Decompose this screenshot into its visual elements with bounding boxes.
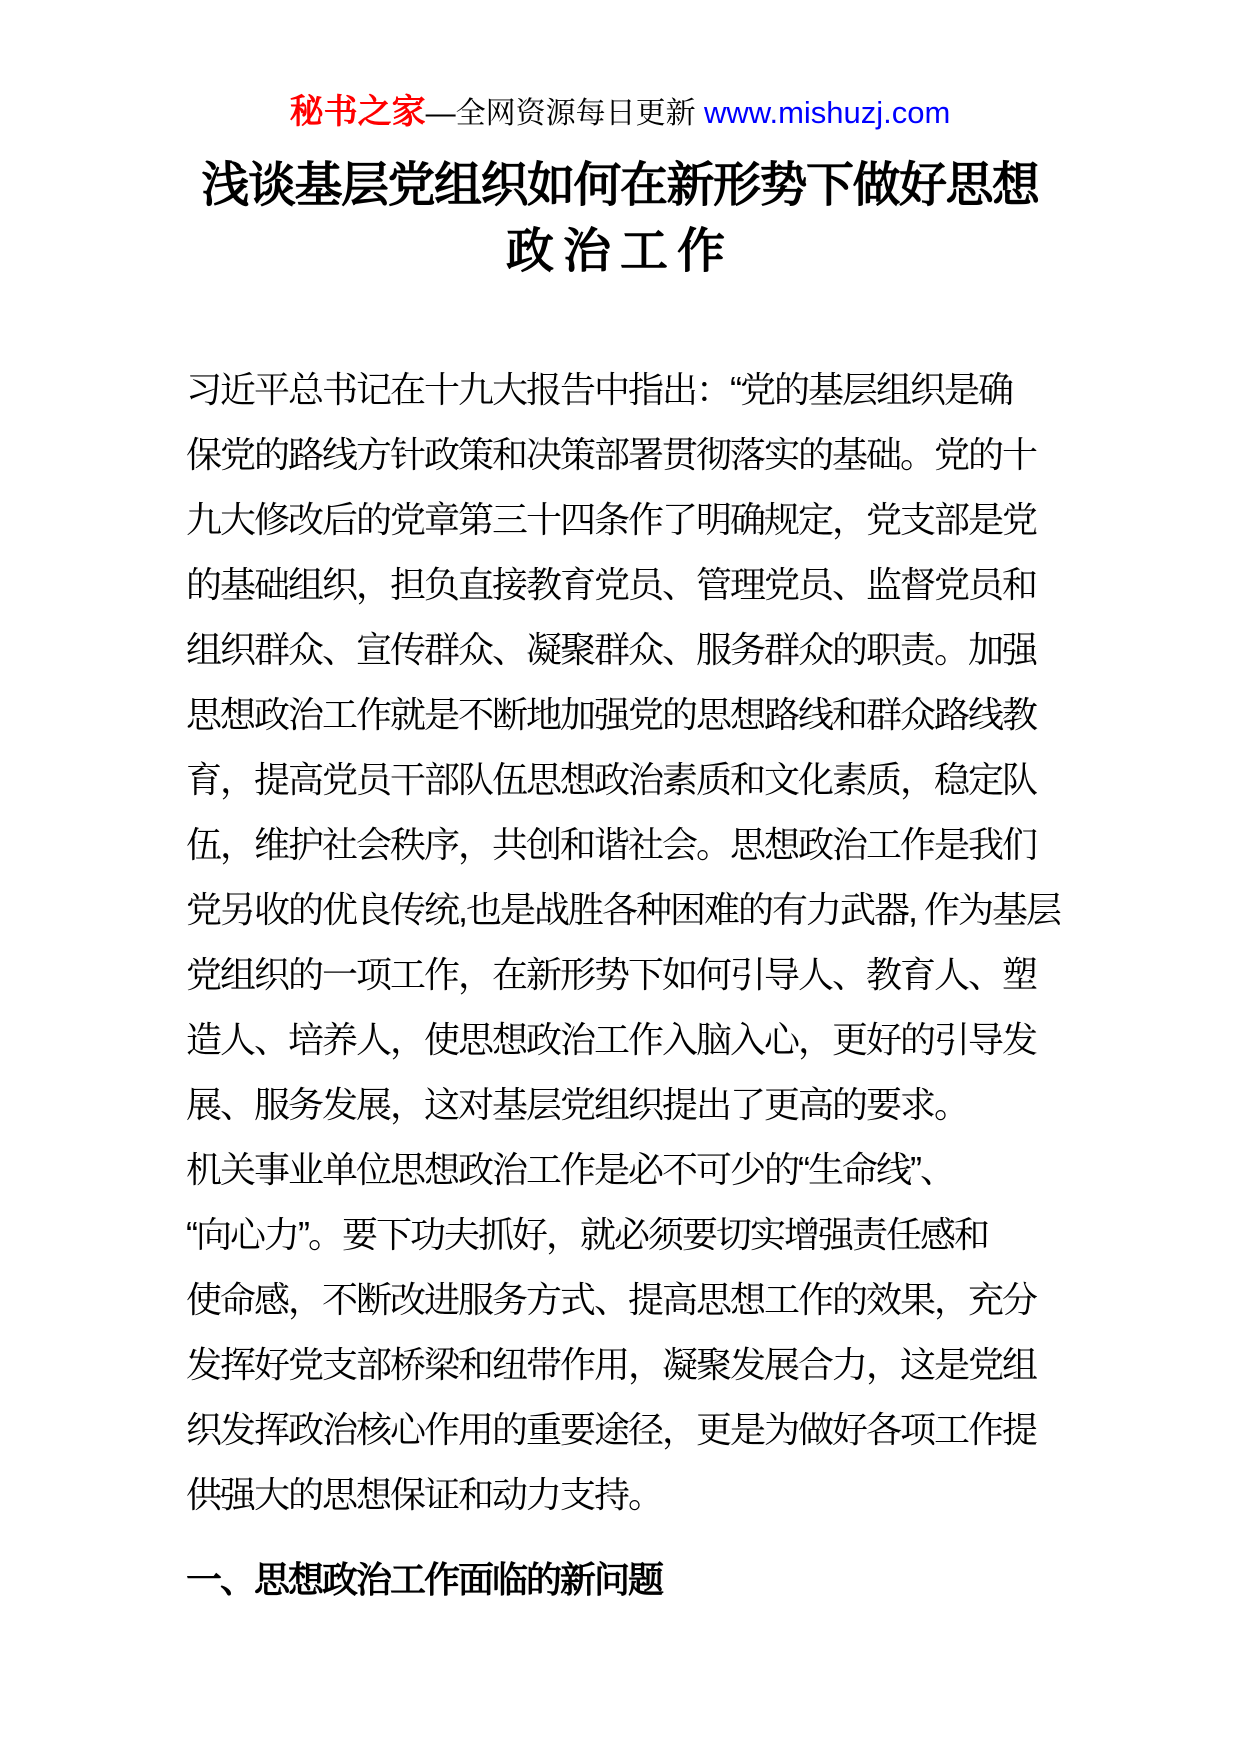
body-line: 供强大的思想保证和动力支持。 xyxy=(186,1474,663,1515)
document-title-line-1: 浅谈基层党组织如何在新形势下做好思想 xyxy=(201,159,1039,212)
body-line: 发挥好党支部桥梁和纽带作用，凝聚发展合力，这是党组 xyxy=(186,1344,1037,1385)
body-line: 组织群众、宣传群众、凝聚群众、服务群众的职责。加强 xyxy=(186,629,1037,670)
body-line: 保党的路线方针政策和决策部署贯彻落实的基础。党的十 xyxy=(186,434,1037,475)
body-line: 机关事业单位思想政治工作是必不可少的“生命线”、 xyxy=(186,1149,954,1190)
section-heading: 一、思想政治工作面临的新问题 xyxy=(186,1559,663,1600)
body-line: 展、服务发展，这对基层党组织提出了更高的要求。 xyxy=(186,1084,969,1125)
body-line: 党组织的一项工作，在新形势下如何引导人、教育人、塑 xyxy=(186,954,1037,995)
body-line: 习近平总书记在十九大报告中指出：“党的基层组织是确 xyxy=(186,369,1012,410)
site-header xyxy=(0,0,1240,139)
body-line: 九大修改后的党章第三十四条作了明确规定，党支部是党 xyxy=(186,499,1037,540)
body-line: 造人、培养人，使思想政治工作入脑入心，更好的引导发 xyxy=(186,1019,1037,1060)
body-line: 伍，维护社会秩序，共创和谐社会。思想政治工作是我们 xyxy=(186,824,1037,865)
site-tagline: —全网资源每日更新 xyxy=(425,97,704,130)
site-url-link[interactable]: www.mishuzj.com xyxy=(704,95,951,130)
body-line: 育，提高党员干部队伍思想政治素质和文化素质，稳定队 xyxy=(186,759,1037,800)
body-line: 党另收的优良传统,也是战胜各种困难的有力武器, 作为基层 xyxy=(186,889,1061,930)
body-line: 使命感，不断改进服务方式、提高思想工作的效果，充分 xyxy=(186,1279,1037,1320)
document-title-line-2: 政治工作 xyxy=(505,225,734,278)
site-name: 秘书之家 xyxy=(289,93,426,131)
body-line: 思想政治工作就是不断地加强党的思想路线和群众路线教 xyxy=(186,694,1037,735)
document-title xyxy=(0,153,1240,285)
body-line: 的基础组织，担负直接教育党员、管理党员、监督党员和 xyxy=(186,564,1037,605)
document-body xyxy=(186,357,1096,1612)
body-line: 织发挥政治核心作用的重要途径，更是为做好各项工作提 xyxy=(186,1409,1037,1450)
body-line: “向心力”。要下功夫抓好，就必须要切实增强责任感和 xyxy=(186,1214,988,1255)
